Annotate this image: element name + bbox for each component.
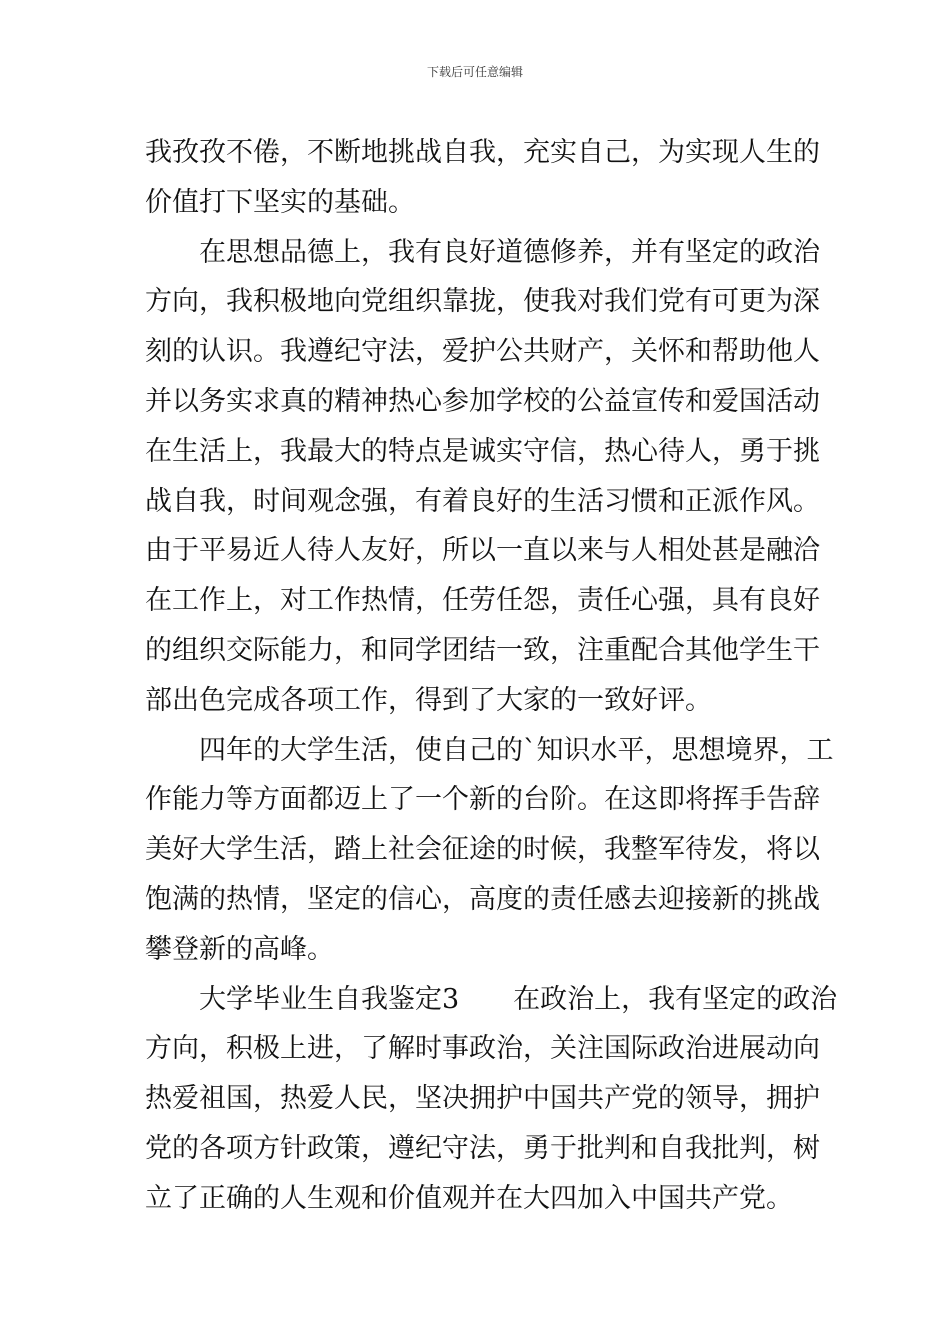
text-line: 部出色完成各项工作，得到了大家的一致好评。 <box>145 684 712 716</box>
document-body <box>145 128 838 1224</box>
text-line: 的组织交际能力，和同学团结一致，注重配合其他学生干 <box>145 634 820 666</box>
text-line: 饱满的热情，坚定的信心，高度的责任感去迎接新的挑战 <box>145 883 820 915</box>
text-line: 价值打下坚实的基础。 <box>145 186 415 218</box>
text-line: 在生活上，我最大的特点是诚实守信，热心待人，勇于挑 <box>145 435 820 467</box>
text-line: 攀登新的高峰。 <box>145 933 334 965</box>
text-line: 由于平易近人待人友好，所以一直以来与人相处甚是融洽 <box>145 535 820 567</box>
text-line: 在思想品德上，我有良好道德修养，并有坚定的政治 <box>199 236 820 268</box>
text-line: 大学毕业生自我鉴定3 在政治上，我有坚定的政治 <box>199 983 838 1015</box>
text-line: 热爱祖国，热爱人民，坚决拥护中国共产党的领导，拥护 <box>145 1083 820 1115</box>
text-line: 四年的大学生活，使自己的`知识水平，思想境界，工 <box>199 734 834 766</box>
text-line: 刻的认识。我遵纪守法，爱护公共财产，关怀和帮助他人 <box>145 336 820 368</box>
text-line: 党的各项方针政策，遵纪守法，勇于批判和自我批判，树 <box>145 1132 820 1164</box>
text-line: 我孜孜不倦，不断地挑战自我，充实自己，为实现人生的 <box>145 137 820 168</box>
text-line: 并以务实求真的精神热心参加学校的公益宣传和爱国活动 <box>145 385 820 417</box>
text-line: 美好大学生活，踏上社会征途的时候，我整军待发，将以 <box>145 834 820 866</box>
text-line: 作能力等方面都迈上了一个新的台阶。在这即将挥手告辞 <box>145 784 820 816</box>
text-line: 立了正确的人生观和价值观并在大四加入中国共产党。 <box>145 1182 793 1214</box>
text-line: 方向，我积极地向党组织靠拢，使我对我们党有可更为深 <box>145 286 820 318</box>
text-line: 方向，积极上进，了解时事政治，关注国际政治进展动向 <box>145 1033 820 1065</box>
text-line: 战自我，时间观念强，有着良好的生活习惯和正派作风。 <box>145 485 820 517</box>
text-line: 在工作上，对工作热情，任劳任怨，责任心强，具有良好 <box>145 585 820 617</box>
page-header: 下载后可任意编辑 <box>426 65 523 79</box>
